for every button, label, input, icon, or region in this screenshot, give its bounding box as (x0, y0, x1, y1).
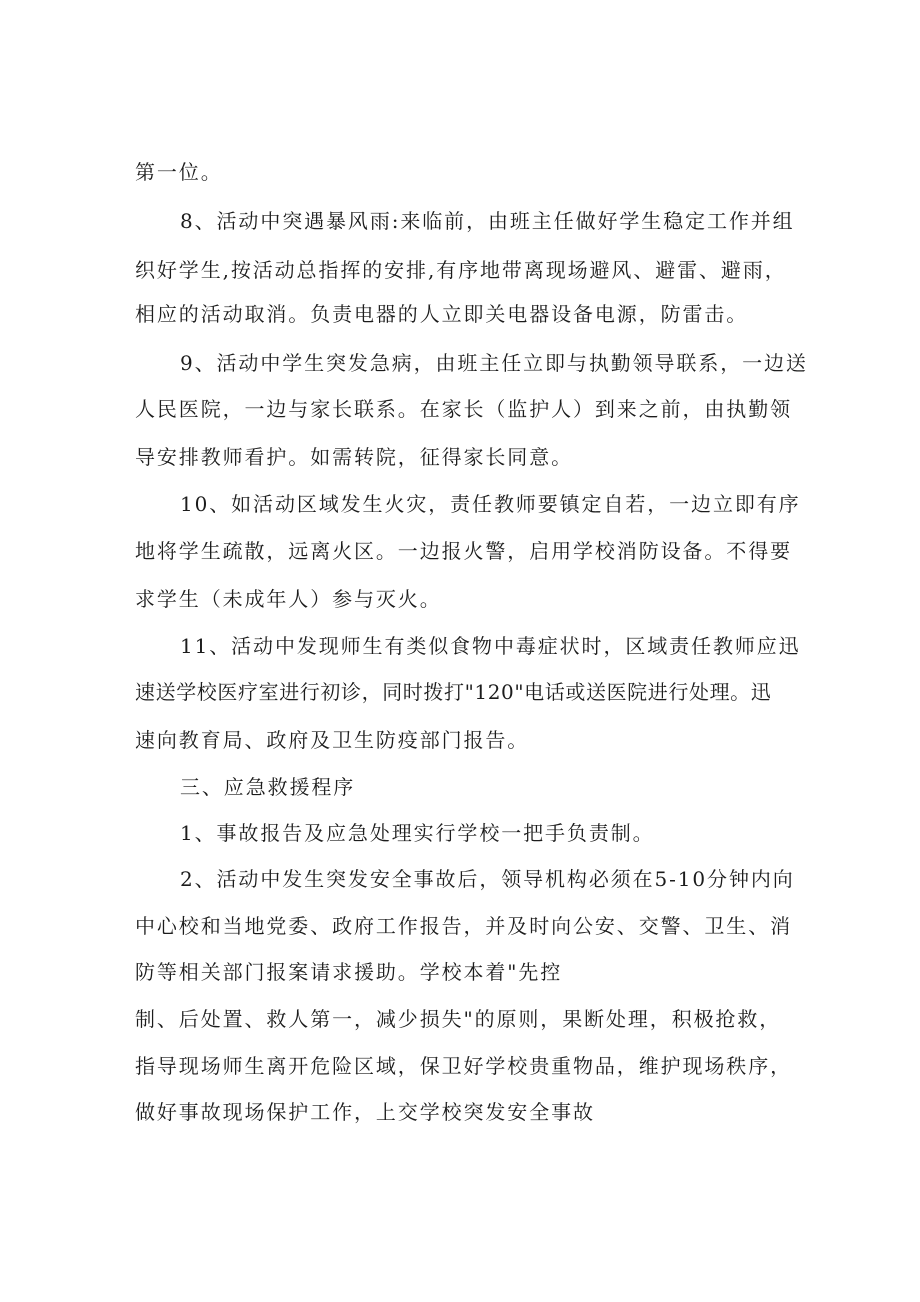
paragraph-9-line-1: 9、活动中学生突发急病，由班主任立即与执勤领导联系，一边送 (180, 351, 808, 375)
paragraph-9-line-3: 导安排教师看护。如需转院，征得家长同意。 (135, 445, 573, 469)
item-2-line-3: 防等相关部门报案请求援助。学校本着"先控 (135, 960, 563, 984)
text-line: 第一位。 (135, 160, 223, 184)
item-1-line-1: 1、事故报告及应急处理实行学校一把手负责制。 (180, 821, 655, 845)
item-2-line-6: 做好事故现场保护工作，上交学校突发安全事故 (135, 1100, 595, 1124)
section-heading: 三、应急救援程序 (180, 775, 356, 799)
item-2-line-4: 制、后处置、救人第一，减少损失"的原则，果断处理，积极抢救， (135, 1007, 782, 1031)
paragraph-10-line-2: 地将学生疏散，远离火区。一边报火警，启用学校消防设备。不得要 (135, 539, 792, 563)
item-2-line-5: 指导现场师生离开危险区域，保卫好学校贵重物品，维护现场秩序， (135, 1054, 792, 1078)
paragraph-11-line-2: 速送学校医疗室进行初诊，同时拨打"120"电话或送医院进行处理。迅 (135, 680, 772, 704)
paragraph-10-line-3: 求学生（未成年人）参与灭火。 (135, 587, 442, 611)
paragraph-11-line-3: 速向教育局、政府及卫生防疫部门报告。 (135, 728, 530, 752)
paragraph-11-line-1: 11、活动中发现师生有类似食物中毒症状时，区域责任教师应迅 (180, 634, 801, 658)
paragraph-9-line-2: 人民医院，一边与家长联系。在家长（监护人）到来之前，由执勤领 (135, 397, 792, 421)
paragraph-8-line-3: 相应的活动取消。负责电器的人立即关电器设备电源，防雷击。 (135, 302, 749, 326)
paragraph-8-line-2: 织好学生,按活动总指挥的安排,有序地带离现场避风、避雷、避雨， (135, 258, 787, 282)
paragraph-10-line-1: 10、如活动区域发生火灾，责任教师要镇定自若，一边立即有序 (180, 492, 801, 516)
item-2-line-2: 中心校和当地党委、政府工作报告，并及时向公安、交警、卫生、消 (135, 914, 792, 938)
item-2-line-1: 2、活动中发生突发安全事故后，领导机构必须在5-10分钟内向 (180, 867, 795, 891)
paragraph-8-line-1: 8、活动中突遇暴风雨:来临前，由班主任做好学生稳定工作并组 (180, 209, 795, 233)
